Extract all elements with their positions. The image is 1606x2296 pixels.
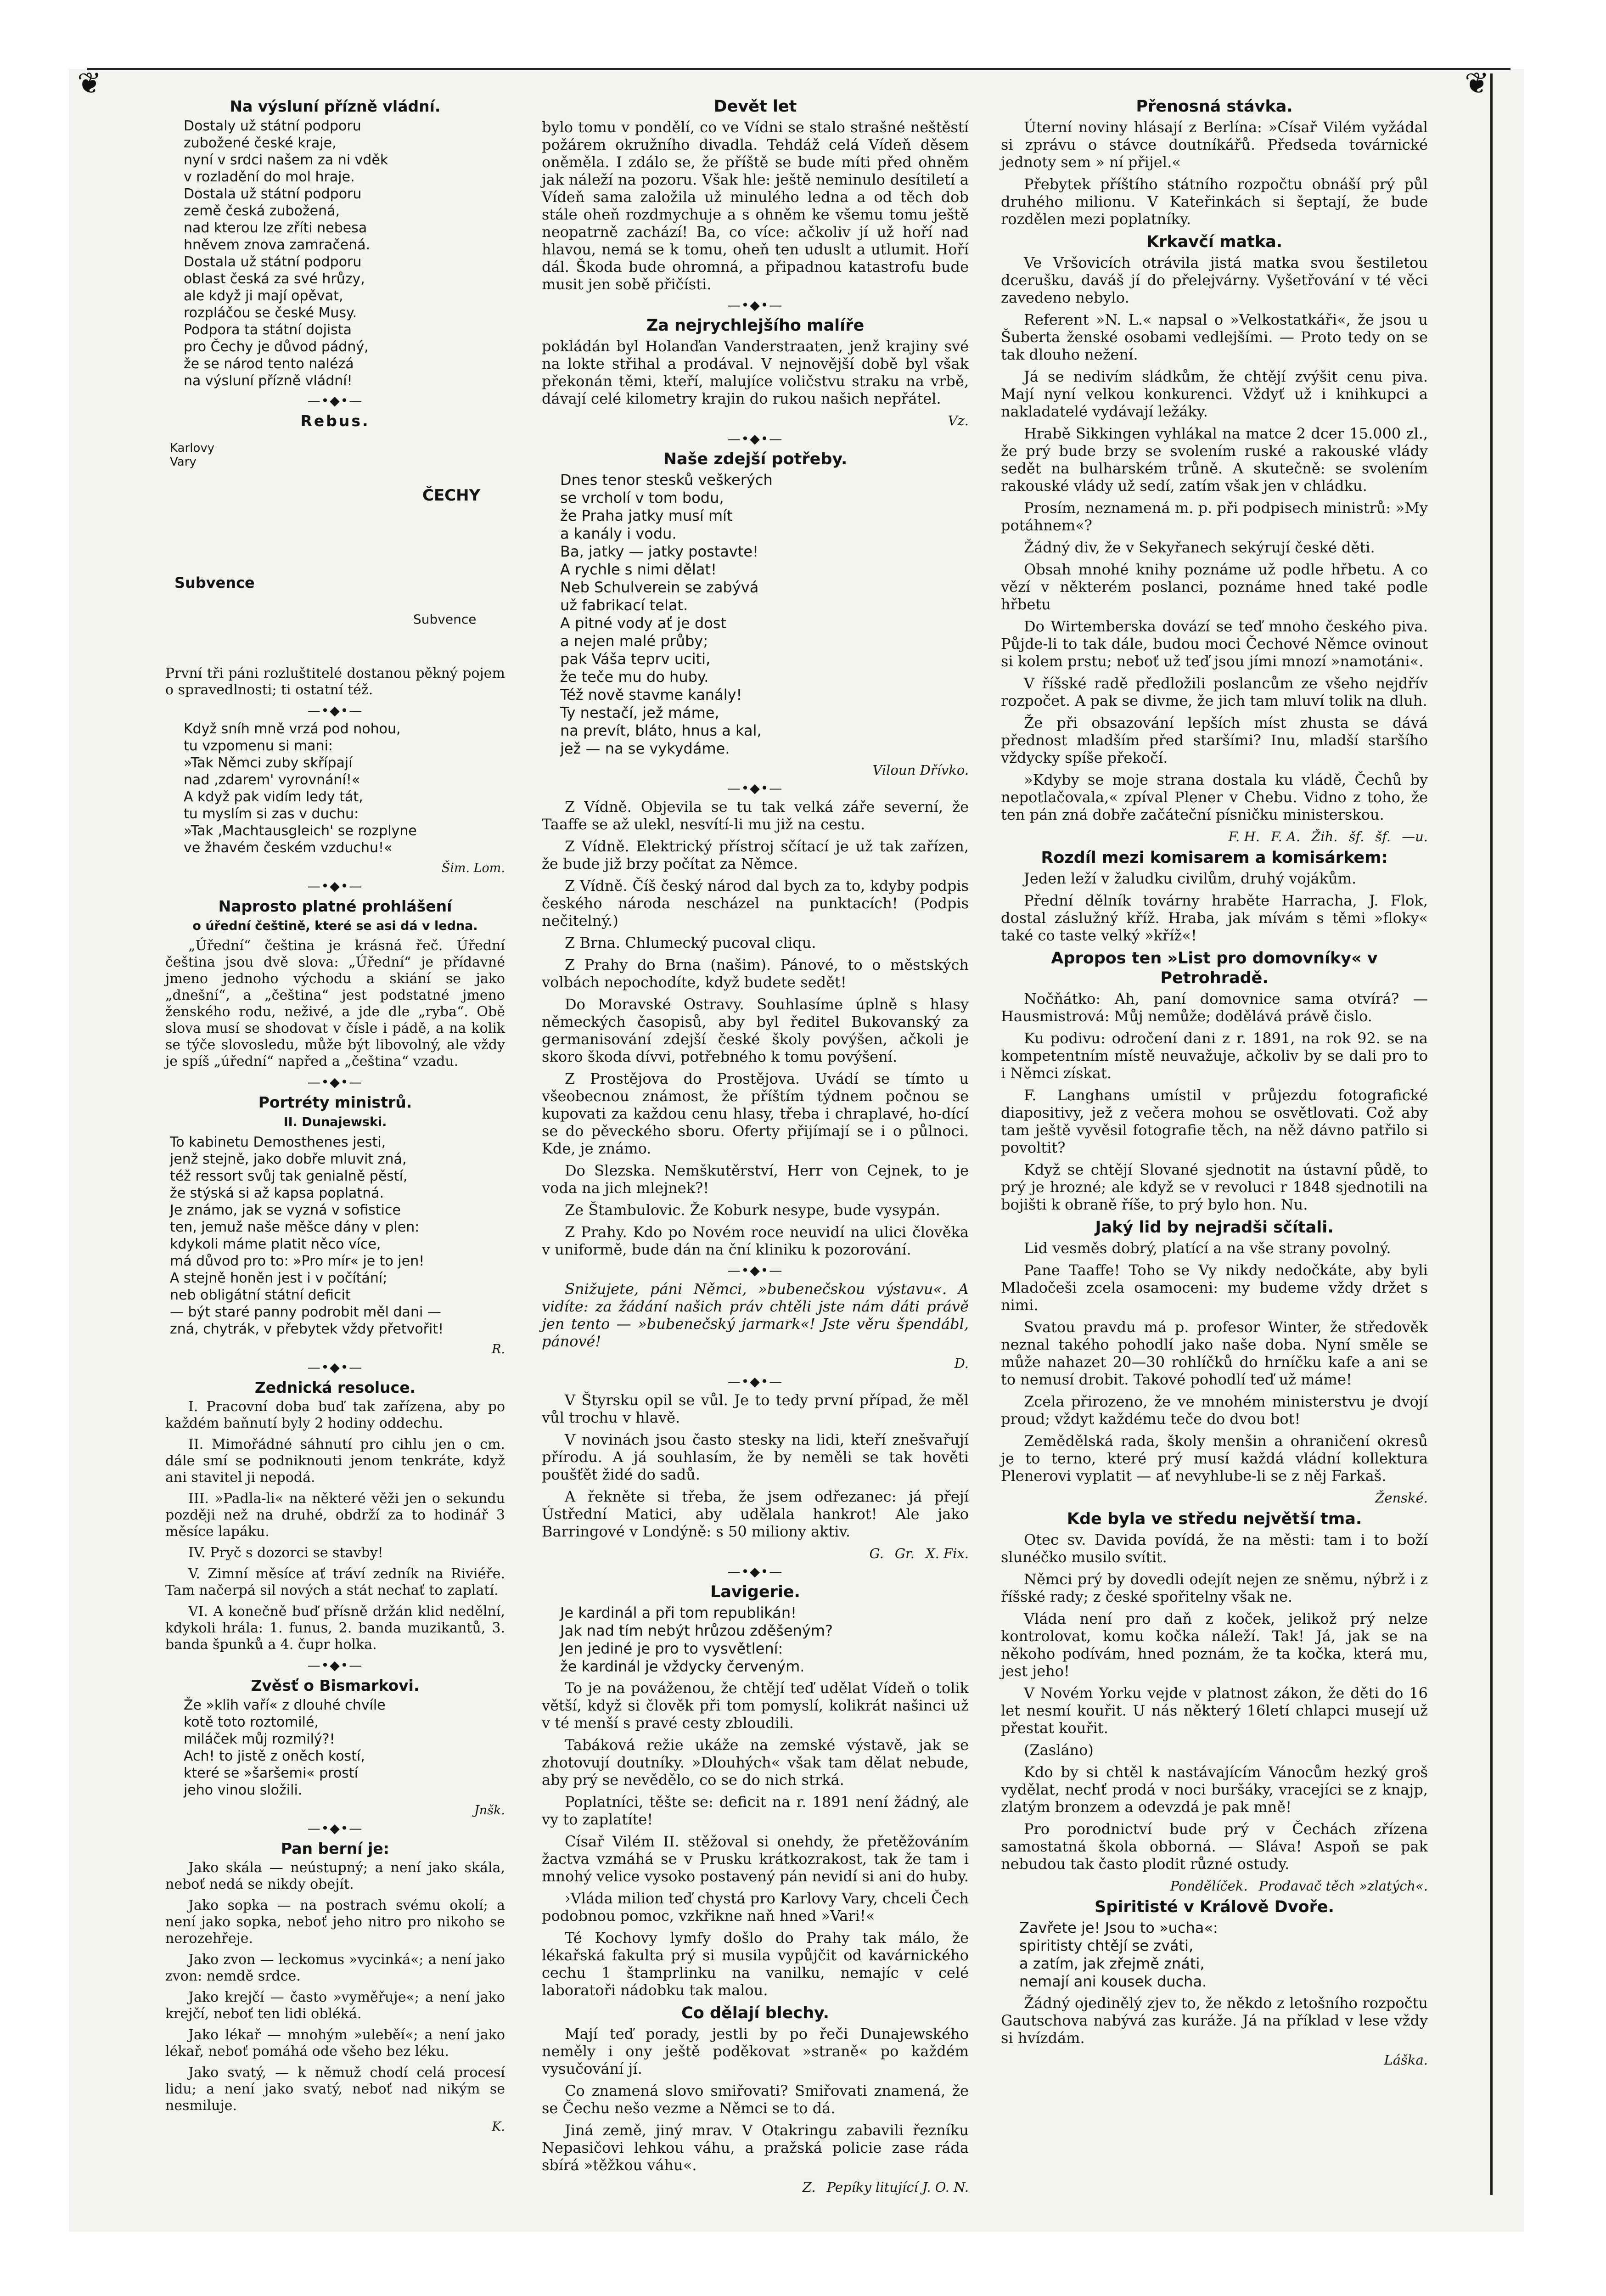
paragraph: Ve Vršovicích otrávila jistá matka svou šestiletou dcerušku, daváš jí do přelejvárny. Vyšetřování v té věci zavedeno nebylo. [1001,254,1428,306]
poem-line: má důvod pro to: »Pro mír« je to jen! [170,1253,425,1269]
middle-column [542,94,969,2196]
heading: Pan berní je: [281,1840,389,1857]
poem [170,1134,505,1338]
poem-line: a nejen malé průby; [560,632,708,650]
paragraph: Do Wirtemberska dovází se teď mnoho českého piva. Půjde-li to tak dále, budou moci Čechové Němce ovinout si kolem prstu; neboť už teď jsou jími mnozí »namotáni«. [1001,618,1428,670]
rebus-karlovy-vary: Karlovy Vary [170,441,215,469]
paragraph: Z Brna. Chlumecký pucoval cliqu. [565,934,816,951]
poem-line: pak Váša teprv uciti, [560,650,711,668]
heading: Naše zdejší potřeby. [663,450,848,468]
signature-text: X. Fix. [925,1546,969,1561]
signature-text: Prodavač těch »zlatých«. [1258,1878,1428,1894]
article-body [1001,1531,1428,1873]
poem-line: A stejně honěn jest i v počítání; [170,1270,387,1286]
right-column [1001,94,1428,2069]
poem-line: To kabinetu Demosthenes jesti, [170,1134,386,1150]
separator: —•◆•— [307,393,363,408]
article-body [1001,990,1428,1213]
paragraph: Jako skála — neústupný; a není jako skála, neboť nedá se nikdy obejít. [165,1860,505,1892]
rebus-puzzle [165,432,505,662]
signature-text: Z. [802,2179,816,2195]
resolution-list [165,1399,505,1653]
left-column [165,94,505,2135]
poem-line: též ressort svůj tak genialně pěstí, [170,1168,408,1184]
separator: —•◆•— [727,1263,783,1278]
paragraph: Referent »N. L.« napsal o »Velkostatkáři«, že jsou u Šuberta ženské osobami vedlejšími. — Proto tedy on se tak dlouho nežení. [1001,311,1428,363]
poem-line: na prevít, bláto, hnus a kal, [560,722,762,739]
signature [1001,1489,1428,1507]
poem-line: nad ‚zdarem' vyrovnání!« [184,772,360,788]
poem-line: jež — na se vykydáme. [560,740,730,757]
paragraph: Úterní noviny hlásají z Berlína: »Císař Vilém vyžádal si zprávu o stávce doutníkářů. Předseda továrnické jednoty sem » ní přijel.« [1001,118,1428,171]
heading: Lavigerie. [710,1583,800,1601]
poem-line: ve žhavém českém vzduchu!« [184,840,393,856]
heading: Portréty ministrů. [258,1093,412,1111]
paragraph: I. Pracovní doba buď tak zařízena, aby po každém baňnutí byly 2 hodiny oddechu. [165,1399,505,1431]
paragraph: Němci prý by dovedli odejít nejen ze sněmu, nýbrž i z říšské rady; z české spořitelny však ne. [1001,1570,1428,1605]
article-body: bylo tomu v pondělí, co ve Vídni se stalo strašné neštěstí požárem okružního divadla. Tehdáž celá Vídeň děsem oněměla. I zdálo se, že příště se bude míti před ohněm jak náleží na pozoru. Však hle: ještě neminulo desítiletí a Vídeň sama založila už minulého ledna a od těch dob stále oheň rozdmychuje a s ohněm ke všemu tomu ještě neopatrně zachází! Ba, co více: ačkoliv jí už hoří nad hlavou, nemá se k tomu, oheň ten uduslt a utlumit. Hoří dál. Škoda bude ohromná, a připadnou katastrofu bude musit jen sobě přičísti. [542,118,969,293]
poem-line: kotě toto roztomilé, [184,1714,319,1730]
heading: Jaký lid by nejradši sčítali. [1095,1218,1334,1237]
separator: —•◆•— [727,1374,783,1389]
poem-line: země česká zubožená, [184,203,340,219]
poem-line: Dostala už státní podporu [184,186,362,202]
poem-line: spiritisty chtějí se zváti, [1019,1937,1194,1954]
poem-line: už fabrikací telat. [560,597,688,614]
poem-line: Jak nad tím nebýt hrůzou zděšeným? [560,1622,833,1639]
rebus-note: První tři páni rozluštitelé dostanou pěkný pojem o spravedlnosti; ti ostatní též. [165,665,505,698]
poem-line: Dostala už státní podporu [184,254,362,270]
signature-text: Pepíky litující J. O. N. [826,2179,969,2195]
poem-line: že teče mu do huby. [560,668,709,686]
paragraph: ›Vláda milion teď chystá pro Karlovy Vary, chceli Čech podobnou pomoc, vzkřikne naň hned »Vari!« [542,1890,969,1925]
paragraph: Mají teď porady, jestli by po řeči Dunajewského neměly i ony ještě poděkovat »straně« po každém vysučování jí. [542,2025,969,2077]
corner-ornament-icon: ❦ [77,67,102,101]
signature: Jnšk. [474,1803,505,1818]
poem-line: Ba, jatky — jatky postavte! [560,543,758,560]
paragraph: Pane Taaffe! Toho se Vy nikdy nedočkáte, aby byli Mladočeši zcela osamoceni: my budeme vždy držet s nimi. [1001,1261,1428,1314]
paragraph: To je na pováženou, že chtějí teď udělat Vídeň o tolik větší, když si člověk při tom pomyslí, kolikrát našinci už v té menší s pravé cesty zbloudili. [542,1679,969,1732]
signature: K. [492,2120,505,2134]
paragraph: Zemědělská rada, školy menšin a ohraničení okresů je to terno, které prý musí každá vládní kollektura Plenerovi vyplatit — ať nevyhlube-li se z něj Farkaš. [1001,1432,1428,1485]
paragraph: Císař Vilém II. stěžoval si onehdy, že přetěžováním žactva vzmáhá se v Prusku krátkozrakost, tak že tam i mnohý velice vysoko postavený pán nevidí si ani do huby. [542,1833,969,1885]
signature-text: Gr. [894,1546,915,1561]
article-body [165,1860,505,2114]
poem-line: A když pak vidím ledy tát, [184,789,363,805]
paragraph: »Kdyby se moje strana dostala ku vládě, Čechů by nepotlačovala,« zpíval Plener v Chebu. Vidno z toho, že ten pán zná dobře začáteční písničku ministerskou. [1001,771,1428,823]
poem-line: jeho vinou složili. [184,1782,303,1798]
poem-line: zná, chytrák, v přebytek vždy přetvořit! [170,1321,444,1337]
poem-line: ale když ji mají opěvat, [184,288,343,304]
paragraph: Z Vídně. Číš český národ dal bych za to, kdyby podpis českého národa nescházel na punktacích! (Podpis nečitelný.) [542,877,969,929]
poem [184,720,505,856]
separator: —•◆•— [307,1360,363,1375]
poem-line: Dnes tenor stesků veškerých [560,471,773,489]
heading: Co dělají blechy. [681,2004,829,2022]
paragraph: Do Slezska. Nemškutěrství, Herr von Cejnek, to je voda na jich mlejnek?! [542,1162,969,1197]
paragraph: Z Prostějova do Prostějova. Uvádí se tímto u všeobecnou známost, že příštím týdnem počnou se kupovati za každou cenu hlasy, třeba i chraplavé, ho-dící se do pěveckého sboru. Oferty přijímají se i o půlnoci. Kde, je známo. [542,1070,969,1157]
paragraph: V novinách jsou často stesky na lidi, kteří znešvařují přírodu. A já souhlasím, že by neměli se tak hověti poušťět židé do sadů. [542,1431,969,1483]
paragraph: Obsah mnohé knihy poznáme už podle hřbetu. A co vězí v některém poslanci, poznáme hned také podle hřbetu [1001,561,1428,613]
article-body [1001,254,1428,823]
subheading: II. Dunajewski. [283,1115,387,1129]
heading: Za nejrychlejšího malíře [646,316,865,335]
paragraph: „Úřední“ čeština je krásná řeč. Úřední čeština jsou dvě slova: „Úřední“ je přídavné jmeno jednoho východu a skiání se jako „dnešní“, a „čeština“ jest podstatné jmeno ženského rodu, neživé, a jde dle „ryba“. Obě slova musí se shodovat v čísle i pádě, a na kolik se týče slovosledu, může být libovolný, ale vždy je spíš „úřední“ napřed a „čeština“ vzadu. [165,938,505,1069]
poem-line: A rychle s nimi dělat! [560,561,717,578]
separator: —•◆•— [307,1075,363,1090]
separator: —•◆•— [727,298,783,313]
heading: Rozdíl mezi komisarem a komisárkem: [1041,849,1388,867]
article-body [542,1391,969,1540]
signature-text: F. A. [1270,829,1301,844]
article-body [165,938,505,1070]
signature [1001,828,1428,845]
signature: Vz. [948,413,969,428]
paragraph: Z Vídně. Objevila se tu tak velká záře severní, že Taaffe se až ulekl, nesvítí-li mu již na cestu. [542,798,969,833]
article-body: pokládán byl Holanďan Vanderstraaten, jenž krajiny své na lokte střihal a prodával. V nejnovější době byl však překonán těmi, kteří, malujíce voličstvu straku na vrbě, dávají celé kilometry krajin do rukou našich nepřátel. [542,338,969,407]
poem-line: ten, jemuž naše měšce dány v plen: [170,1219,420,1235]
poem-line: »Tak Němci zuby skřípají [184,755,353,771]
signature-text: —u. [1402,829,1428,844]
poem-line: »Tak ‚Machtausgleich' se rozplyne [184,823,417,839]
paragraph: Lid vesměs dobrý, platící a na vše strany povolný. [1024,1239,1391,1257]
poem-line: na výsluní přízně vládní! [184,373,353,389]
heading: Kde byla ve středu největší tma. [1067,1510,1362,1528]
signature: Šim. Lom. [441,861,505,875]
poem [184,1697,505,1799]
paragraph: V. Zimní měsíce ať tráví zedník na Riviéře. Tam načerpá sil nových a stát nechať to zaplatí. [165,1566,505,1598]
paragraph: Žádný div, že v Sekyřanech sekýrují české děti. [1024,539,1375,556]
poem-line: zubožené české kraje, [184,135,337,151]
paragraph: Jako lékař — mnohým »uleběí«; a není jako lékař, neboť pomáhá ode všeho bez léku. [165,2027,505,2060]
poem-line: že kardinál je vždycky červeným. [560,1658,805,1675]
heading: Na výsluní přízně vládní. [230,97,441,115]
poem-line: se vrcholí v tom bodu, [560,489,724,506]
paragraph: Ze Štambulovic. Že Koburk nesype, bude vysypán. [565,1201,940,1219]
paragraph: V Novém Yorku vejde v platnost zákon, že děti do 16 let nesmí kouřit. U nás některý 16letí chlapci musejí už přestat kouřit. [1001,1684,1428,1737]
poem-line: Ach! to jistě z oněch kostí, [184,1748,365,1764]
separator: —•◆•— [307,703,363,718]
poem-line: rozpláčou se české Musy. [184,305,357,321]
heading: Devět let [713,97,797,116]
poem [560,471,969,758]
poem-line: A pitné vody ať je dost [560,614,727,632]
signature-text: G. [869,1546,884,1561]
right-rule [1490,73,1493,2195]
poem-line: Podpora ta státní dojista [184,322,352,338]
paragraph: Kdo by si chtěl k nastávajícím Vánocům hezký groš vydělat, nechť prodá v noci buršáky, vracejíci se z knajp, zlatým bronzem a odevzdá je pak mně! [1001,1763,1428,1816]
poem-line: hněvem znova zamračená. [184,237,371,253]
signature-text: šf. [1348,829,1365,844]
paragraph: V Štyrsku opil se vůl. Je to tedy první případ, že měl vůl trochu v hlavě. [542,1391,969,1426]
paragraph: Jako krejčí — často »vyměřuje«; a není jako krejčí, neboť ten lidi obléká. [165,1989,505,2022]
rebus-cechy: ČECHY [422,486,481,505]
poem-line: Ty nestačí, jež máme, [560,704,719,721]
separator: —•◆•— [727,1564,783,1579]
separator: —•◆•— [307,1821,363,1836]
article-body [542,1679,969,1999]
paragraph: Že při obsazování lepších míst zhusta se dává přednost mladším před staršími? Inu, mladší staršího vždycky spíše překočí. [1001,714,1428,766]
poem [1019,1919,1428,1991]
paragraph: Vláda není pro daň z koček, jelikož prý nelze kontrolovat, komu kočka náleží. Tak! Já, jak se na někoho podívám, hned poznám, že ta kočka, která mu, jest jeho! [1001,1610,1428,1680]
top-rule [87,68,1511,70]
signature-text: Pondělíček. [1170,1878,1248,1894]
rebus-subvence: Subvence [174,574,255,591]
heading: Přenosná stávka. [1136,97,1293,116]
signature-text: F. H. [1228,829,1260,844]
paragraph: III. »Padla-li« na některé věži jen o sekundu později než na druhé, obdrží za to hodinář 3 měsíce lapáku. [165,1491,505,1540]
poem-line: že Praha jatky musí mít [560,507,733,524]
paragraph: Z Prahy do Brna (našim). Pánové, to o městských volbách nepochodíte, když budete sedět! [542,956,969,991]
poem-line: pro Čechy je důvod pádný, [184,339,369,355]
paragraph: A řekněte si třeba, že jsem odřezanec: já přejí Ústřední Matici, aby udělala hankrot! Ale jako Barringové v Londýně: s 50 miliony aktiv. [542,1488,969,1540]
paragraph: Ku podivu: odročení dani z r. 1891, na rok 92. se na kompetentním místě neuvažuje, ačkoliv by se dali pro to i Němci získat. [1001,1030,1428,1082]
signature-text: Ženské. [1375,1490,1428,1506]
heading: Zvěsť o Bismarkovi. [251,1677,420,1694]
heading: Zednická resoluce. [254,1379,416,1396]
paragraph: Jako zvon — leckomus »vycinká«; a není jako zvon: nemdě srdce. [165,1952,505,1984]
poem-line: miláček můj rozmilý?! [184,1731,335,1747]
poem-line: Jen jediné je pro to vysvětlení: [560,1640,783,1657]
poem-line: tu vzpomenu si mani: [184,738,333,754]
poem-line: Že »klih vaří« z dlouhé chvíle [184,1697,386,1713]
paragraph: Poplatníci, těšte se: deficit na r. 1891 není žádný, ale vy to zaplatíte! [542,1793,969,1828]
article-body [542,2025,969,2174]
rebus-subvence: Subvence [413,612,477,627]
paragraph: Co znamená slovo smiřovati? Smiřovati znamená, že se Čechu nešo vezme a Němci se to dá. [542,2082,969,2117]
paragraph: Zcela přirozeno, že ve mnohém ministerstvu je dvojí proud; vždyt každému teče do dvou bot! [1001,1393,1428,1428]
notice: Snižujete, páni Němci, »bubenečskou výstavu«. A vidíte: za žádání našich práv chtěli jste nám dáti právě jen tento — »bubenečský jarmark«! Jste věru špendábl, pánové! [542,1280,969,1350]
paragraph: Přední dělník továrny hraběte Harracha, J. Flok, dostal záslužný kříž. Hraba, jak mívám s těmi »floky« také co taste velký »kříž«! [1001,892,1428,944]
poem-line: v rozladění do mol hraje. [184,169,355,185]
heading: Apropos ten »List pro domovníky« v Petrohradě. [1051,949,1378,987]
poem-line: — být staré panny podrobit měl dani — [170,1304,441,1320]
poem-line: Též nově stavme kanály! [560,686,742,703]
signature: D. [954,1356,969,1371]
rebus-title: Rebus. [300,412,370,430]
paragraph: Nočňátko: Ah, paní domovnice sama otvírá? — Hausmistrová: Můj nemůže; dodělává právě čislo. [1001,990,1428,1025]
poem-line: Zavřete je! Jsou to »ucha«: [1019,1919,1218,1936]
poem-line: Dostaly už státní podporu [184,118,361,134]
poem-line: Když sníh mně vrzá pod nohou, [184,721,401,737]
signature: Viloun Dřívko. [872,762,969,778]
paragraph: Hrabě Sikkingen vyhlákal na matce 2 dcer 15.000 zl., že prý bude brzy se svolením ruské a rakouské vlády sedět na bulharském trůně. A skutečně: se svolením rakouské vlády už sedí, zatím však jen v chládku. [1001,425,1428,495]
paragraph: VI. A konečně buď přísně držán klid nedělní, kdykoli hrála: 1. funus, 2. banda muzikantů, 3. banda špunků a 4. čupr holka. [165,1604,505,1653]
paragraph: Z Vídně. Elektrický přístroj sčítací je už tak zařízen, že bude již brzy počítat za Němce. [542,838,969,872]
paragraph: Jiná země, jiný mrav. V Otakringu zabavili řezníku Nepasičovi lehkou váhu, a pražská policie zase ráda sbírá »těžkou váhu«. [542,2122,969,2174]
subheading: o úřední češtině, které se asi dá v ledna. [192,919,478,933]
poem-line: jenž stejně, jako dobře mluvit zná, [170,1151,407,1167]
paragraph: F. Langhans umístil v průjezdu fotografické diapositivy, jež z večera mohou se osvětlovati. Což aby tam ještě vyvěsil fotografie těch, na něž dávno patřilo si povoltit? [1001,1086,1428,1156]
article-body [1001,1239,1428,1485]
heading: Naprosto platné prohlášení [218,897,452,915]
paragraph: Jako svatý, — k němuž chodí celá procesí lidu; a není jako svatý, neboť nad nikým se nesmiluje. [165,2065,505,2114]
heading: Spiritisté v Králově Dvoře. [1095,1898,1334,1916]
poem-line: kdykoli máme platit něco více, [170,1236,381,1252]
separator: —•◆•— [307,878,363,894]
paragraph: Tabáková režie ukáže na zemské výstavě, jak se zhotovují doutníky. »Dlouhých« však tam dělat nebude, aby prý se nevědělo, co se do nich strká. [542,1736,969,1789]
heading: Krkavčí matka. [1146,233,1283,251]
article-body [1001,118,1428,228]
article-body [1001,870,1428,944]
corner-ornament-icon: ❦ [1465,67,1489,101]
poem-line: Neb Schulverein se zabývá [560,579,759,596]
news-list [542,798,969,1258]
poem-line: Je známo, jak se vyzná v sofistice [170,1202,401,1218]
paragraph: IV. Pryč s dozorci se stavby! [188,1545,383,1561]
paragraph: Do Moravské Ostravy. Souhlasíme úplně s hlasy německých časopisů, aby byl ředitel Bukovanský za germanisování zdejší české školy povýšen, ačkoli je skoro škoda dívvi, potřebného k tomu povýšení. [542,996,969,1065]
paragraph: Já se nedivím sládkům, že chtějí zvýšit cenu piva. Mají nyní velkou konkurenci. Vždyť už i knihkupci a nakladatelé vydávají ležáky. [1001,368,1428,420]
poem [184,118,505,389]
signature-text: Žih. [1311,829,1338,844]
separator: —•◆•— [727,431,783,446]
paragraph: Když se chtějí Slované sjednotit na ústavní půdě, to prý je hrozné; ale když se v revoluci r 1848 sjednotili na bojišti k obraně říše, to prý bylo hon. Nu. [1001,1161,1428,1213]
poem-line: oblast česká za své hrůzy, [184,271,365,287]
poem-line: Je kardinál a při tom republikán! [560,1604,797,1621]
poem [560,1604,969,1676]
poem-line: tu myslím si zas v duchu: [184,806,359,822]
paragraph: (Zasláno) [1024,1741,1094,1759]
paragraph: Svatou pravdu má p. profesor Winter, že středověk neznal takého pohodlí jako naše doba. Nyní směle se může nahazet 20—30 rohlíčků do hrníčku kafe a ani se to nemusí drobit. Takové pohodlí teď už máme! [1001,1318,1428,1388]
separator: —•◆•— [307,1658,363,1673]
paragraph: Pro porodnictví bude prý v Čechách zřízena samostatná škola obborná. — Sláva! Aspoň se pak nebudou tak často plodit různé ostudy. [1001,1820,1428,1873]
signature [542,1545,969,1562]
paragraph: Z Prahy. Kdo po Novém roce neuvidí na ulici člověka v uniformě, bude dán na ční kliniku k pozorování. [542,1223,969,1258]
signature: Láška. [1384,2052,1428,2068]
signature: R. [492,1342,505,1356]
poem-line: neb obligátní státní deficit [170,1287,351,1303]
poem-line: nemají ani kousek ducha. [1019,1973,1207,1990]
poem-line: a kanály i vodu. [560,525,677,542]
separator: —•◆•— [727,781,783,796]
poem-line: nad kterou lze zříti nebesa [184,220,367,236]
paragraph: Prosím, neznamená m. p. při podpisech ministrů: »My potáhnem«? [1001,499,1428,534]
paragraph: Jako sopka — na postrach svému okolí; a není jako sopka, neboť jeho nitro pro nikoho se nerozehřeje. [165,1897,505,1947]
paragraph: Té Kochovy lymfy došlo do Prahy tak málo, že lékařská fakulta prý si musila vypůjčit od kavárnického cechu 1 štamprlinku na vanilku, nemajíc v celé laboratoři nádobku tak malou. [542,1929,969,1999]
poem-line: že stýská si až kapsa poplatná. [170,1185,384,1201]
poem-line: a zatím, jak zřejmě znáti, [1019,1955,1205,1972]
poem-line: že se národ tento nalézá [184,356,354,372]
signature-text: šf. [1375,829,1391,844]
poem-line: které se »šaršemi« prostí [184,1765,358,1781]
article-body: Žádný ojedinělý zjev to, že někdo z letošního rozpočtu Gautschova nabývá zas kuráže. Já na příklad v lese vždy si hvízdám. [1001,1994,1428,2047]
signature [1001,1877,1428,1895]
paragraph: Přebytek příštího státního rozpočtu obnáší prý půl druhého milionu. V Kateřinkách si šeptají, že bude rozdělen mezi poplatníky. [1001,175,1428,228]
paragraph: Otec sv. Davida povídá, že na městi: tam i to boží slunéčko musilo svítit. [1001,1531,1428,1566]
paragraph: II. Mimořádné sáhnutí pro cihlu jen o cm. dále smí se podniknouti jenom tenkráte, když ani stavitel ji nepodá. [165,1436,505,1486]
signature [542,2178,969,2196]
paragraph: V říšské radě předložili poslancům ze všeho nejdřív rozpočet. A pak se divme, že jich tam mluví tolik na dluh. [1001,675,1428,709]
paragraph: Jeden leží v žaludku civilům, druhý vojákům. [1024,870,1357,887]
poem-line: nyní v srdci našem za ni vděk [184,152,388,168]
